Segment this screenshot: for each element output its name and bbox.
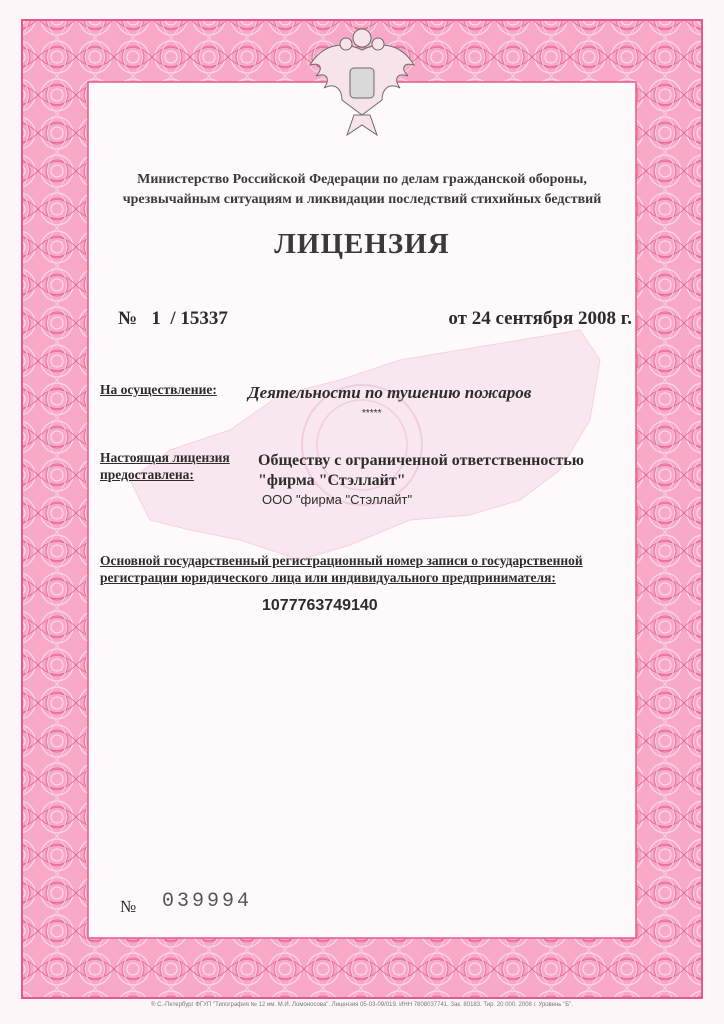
printer-imprint: ® С.-Петербург ФГУП "Типография № 12 им. М.И. Ломоносова". Лицензия 05-03-09/019. ИНН 7808037741. Зак. 80183. Тир. 20 000. 2008 г. Уровень "Б". (151, 1002, 573, 1008)
registration-label-line-2: регистрации юридического лица или индивидуального предпринимателя: (100, 570, 556, 585)
holder-name-line-2: "фирма "Стэллайт" (258, 472, 406, 489)
ministry-name (0, 170, 724, 210)
registration-label-line-1: Основной государственный регистрационный номер записи о государственной (100, 553, 583, 568)
ogrn-number: 1077763749140 (262, 597, 378, 614)
license-number: № 1 / 15337 (118, 308, 228, 329)
registration-label (100, 552, 583, 586)
holder-label-line-2: предоставлена: (100, 467, 194, 482)
holder-short-name: ООО "фирма "Стэллайт" (262, 492, 413, 507)
serial-number-sign: № (120, 897, 137, 916)
ministry-line-1: Министерство Российской Федерации по делам гражданской обороны, (137, 172, 587, 187)
license-date: от 24 сентября 2008 г. (448, 308, 632, 329)
document-title: ЛИЦЕНЗИЯ (274, 228, 450, 260)
holder-label (100, 449, 230, 483)
ministry-line-2: чрезвычайным ситуациям и ликвидации последствий стихийных бедствий (122, 192, 602, 207)
holder-name (258, 451, 584, 491)
activity-value: Деятельности по тушению пожаров (248, 383, 532, 402)
activity-stars: ***** (362, 408, 382, 419)
form-serial-number: 039994 (162, 890, 253, 913)
holder-label-line-1: Настоящая лицензия (100, 450, 230, 465)
coat-of-arms-emblem (302, 20, 422, 140)
holder-name-line-1: Обществу с ограниченной ответственностью (258, 452, 585, 469)
activity-label: На осуществление: (100, 382, 217, 397)
